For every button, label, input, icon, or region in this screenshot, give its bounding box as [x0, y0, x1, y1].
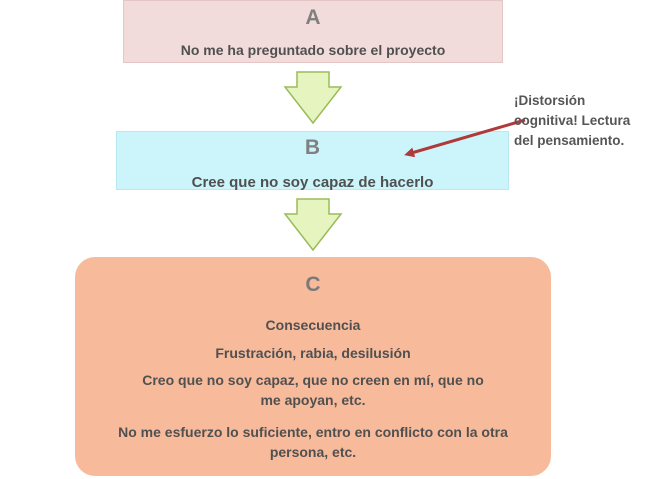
- box-b-letter: B: [304, 136, 321, 159]
- box-c-line: Consecuencia: [265, 317, 361, 333]
- box-a-letter: A: [305, 6, 321, 29]
- box-a-text: No me ha preguntado sobre el proyecto: [180, 42, 446, 58]
- box-c-line: Frustración, rabia, desilusión: [215, 345, 411, 361]
- box-c-letter: C: [305, 273, 321, 296]
- annotation-text: ¡Distorsión cognitiva! Lectura del pensamiento.: [514, 93, 631, 148]
- box-c-line: Creo que no soy capaz, que no creen en mí, que no me apoyan, etc.: [142, 372, 484, 408]
- box-c-line: No me esfuerzo lo suficiente, entro en conflicto con la otra persona, etc.: [118, 424, 508, 460]
- box-b-text: Cree que no soy capaz de hacerlo: [191, 174, 434, 191]
